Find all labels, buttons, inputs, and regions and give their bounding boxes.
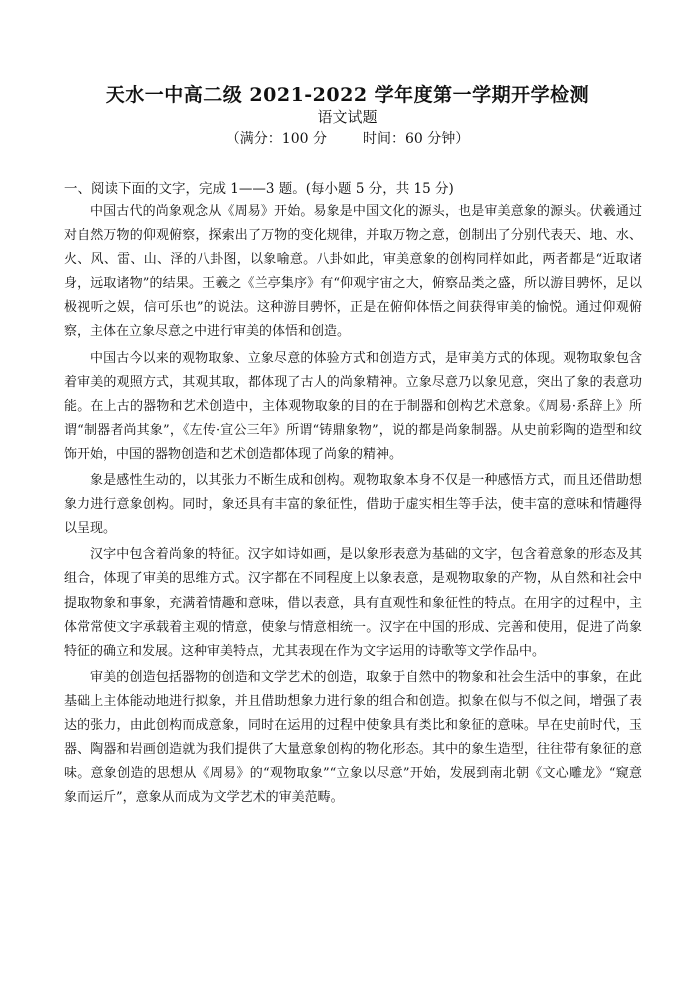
passage-paragraph: 中国古代的尚象观念从《周易》开始。易象是中国文化的源头，也是审美意象的源头。伏羲通过对自然万物的仰观俯察，探索出了万物的变化规律，并取万物之意，创制出了分别代表天、地、水、火、风、雷、山、泽的八卦图，以象喻意。八卦如此，审美意象的创构同样如此，两者都是“近取诸身，远取诸物”的结果。王羲之《兰亭集序》有“仰观宇宙之大，俯察品类之盛，所以游目骋怀，足以极视听之娱，信可乐也”的说法。这种游目骋怀，正是在俯仰体悟之间获得审美的愉悦。通过仰观俯察，主体在立象尽意之中进行审美的体悟和创造。 xyxy=(64,204,642,340)
full-score: （满分：100 分 xyxy=(225,131,327,147)
exam-title: 天水一中高二级 2021-2022 学年度第一学期开学检测 xyxy=(105,84,590,106)
time-limit: 时间：60 分钟） xyxy=(362,131,470,147)
passage-paragraph: 象是感性生动的，以其张力不断生成和创构。观物取象本身不仅是一种感悟方式，而且还借助想象力进行意象创构。同时，象还具有丰富的象征性，借助于虚实相生等手法，使丰富的意味和情趣得以呈现。 xyxy=(64,473,642,537)
passage-paragraph: 汉字中包含着尚象的特征。汉字如诗如画，是以象形表意为基础的文字，包含着意象的形态及其组合，体现了审美的思维方式。汉字都在不同程度上以象表意，是观物取象的产物，从自然和社会中提取物象和事象，充满着情趣和意味，借以表意，具有直观性和象征性的特点。在用字的过程中，主体常常使文字承载着主观的情意，使象与情意相统一。汉字在中国的形成、完善和使用，促进了尚象特征的确立和发展。这种审美特点，尤其表现在作为文字运用的诗歌等文学作品中。 xyxy=(64,547,642,659)
subject-title: 语文试题 xyxy=(317,108,378,126)
section-instruction: 一、阅读下面的文字，完成 1——3 题。(每小题 5 分，共 15 分) xyxy=(64,181,454,197)
passage-paragraph: 审美的创造包括器物的创造和文学艺术的创造，取象于自然中的物象和社会生活中的事象，在此基础上主体能动地进行拟象，并且借助想象力进行象的组合和创造。拟象在似与不似之间，增强了表达的张力，由此创构而成意象，同时在运用的过程中使象具有类比和象征的意味。早在史前时代，玉器、陶器和岩画创造就为我们提供了大量意象创构的物化形态。其中的象生造型，往往带有象征的意味。意象创造的思想从《周易》的“观物取象”“立象以尽意”开始，发展到南北朝《文心雕龙》“窥意象而运斤”，意象从而成为文学艺术的审美范畴。 xyxy=(64,669,642,806)
reading-passage xyxy=(64,200,642,812)
exam-meta xyxy=(0,128,695,148)
passage-paragraph: 中国古今以来的观物取象、立象尽意的体验方式和创造方式，是审美方式的体现。观物取象包含着审美的观照方式，其观其取，都体现了古人的尚象精神。立象尽意乃以象见意，突出了象的表意功能。在上古的器物和艺术创造中，主体观物取象的目的在于制器和创构艺术意象。《周易·系辞上》所谓“制器者尚其象”，《左传·宣公三年》所谓“铸鼎象物”，说的都是尚象制器。从史前彩陶的造型和纹饰开始，中国的器物创造和艺术创造都体现了尚象的精神。 xyxy=(64,350,642,462)
